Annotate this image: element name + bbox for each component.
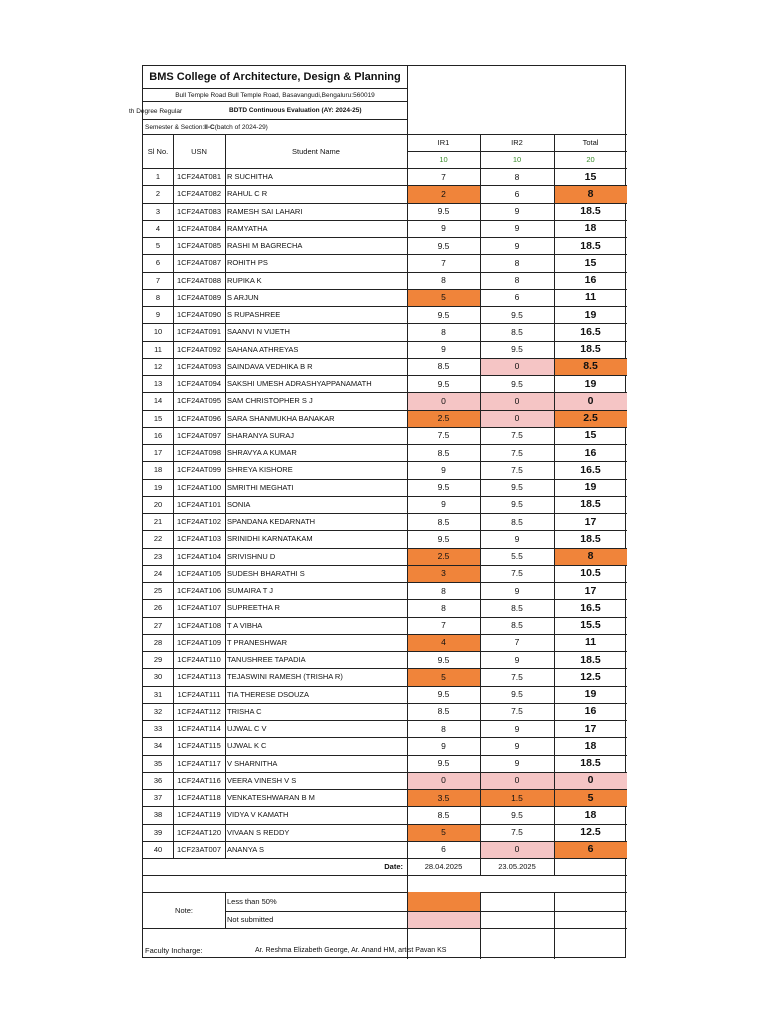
row-total: 19 bbox=[584, 481, 597, 494]
row-student-name: VIVAAN S REDDY bbox=[227, 827, 290, 837]
row-total: 15 bbox=[584, 170, 597, 183]
row-total: 18 bbox=[584, 808, 597, 821]
row-ir2: 7.5 bbox=[511, 671, 523, 682]
row-ir2: 9 bbox=[514, 654, 520, 665]
row-usn: 1CF24AT110 bbox=[177, 655, 221, 665]
row-student-name: TRISHA C bbox=[227, 706, 262, 716]
row-ir2: 0 bbox=[480, 392, 554, 409]
row-ir2: 7.5 bbox=[511, 568, 523, 579]
row-ir1: 8.5 bbox=[437, 516, 450, 527]
row-ir2: 7.5 bbox=[511, 827, 523, 838]
row-sl: 35 bbox=[153, 758, 163, 768]
row-total: 12.5 bbox=[580, 826, 601, 839]
row-student-name: SUPREETHA R bbox=[227, 603, 280, 613]
legend-line bbox=[225, 911, 627, 912]
header-divider bbox=[407, 66, 408, 134]
row-student-name: SHARANYA SURAJ bbox=[227, 430, 294, 440]
row-usn: 1CF24AT102 bbox=[176, 517, 222, 527]
row-sl: 9 bbox=[155, 310, 161, 320]
max-marks-total: 20 bbox=[586, 155, 595, 164]
row-ir2: 0 bbox=[480, 841, 554, 858]
row-sl: 6 bbox=[155, 258, 161, 268]
row-ir2: 0 bbox=[480, 410, 554, 427]
row-sl: 27 bbox=[153, 620, 163, 630]
row-total: 18.5 bbox=[580, 343, 601, 356]
row-ir2: 8 bbox=[514, 257, 520, 268]
faculty-label: Faculty Incharge: bbox=[145, 945, 203, 955]
col-line bbox=[554, 134, 555, 875]
row-ir1: 0 bbox=[407, 772, 480, 789]
row-ir2: 0 bbox=[480, 358, 554, 375]
row-ir1: 9.5 bbox=[437, 654, 450, 665]
col-line bbox=[407, 134, 408, 875]
row-sl: 34 bbox=[153, 741, 163, 751]
row-student-name: ANANYA S bbox=[227, 844, 264, 854]
row-sl: 18 bbox=[153, 465, 163, 475]
row-student-name: RAMYATHA bbox=[227, 223, 268, 233]
row-total: 6 bbox=[554, 841, 627, 858]
row-total: 18.5 bbox=[580, 653, 601, 666]
row-ir2: 8.5 bbox=[511, 602, 523, 613]
row-ir2: 9 bbox=[514, 758, 520, 769]
row-total: 17 bbox=[584, 515, 597, 528]
row-ir1: 3.5 bbox=[407, 789, 480, 806]
row-total: 15 bbox=[584, 256, 597, 269]
row-ir2: 9.5 bbox=[511, 309, 523, 320]
row-sl: 10 bbox=[153, 327, 163, 337]
row-ir2: 7.5 bbox=[511, 706, 523, 717]
row-ir2: 9.5 bbox=[511, 344, 523, 355]
row-usn: 1CF24AT093 bbox=[176, 361, 222, 371]
row-student-name: VENKATESHWARAN B M bbox=[227, 793, 315, 803]
row-usn: 1CF24AT094 bbox=[176, 379, 222, 389]
row-ir1: 9.5 bbox=[437, 758, 450, 769]
row-usn: 1CF24AT109 bbox=[176, 637, 222, 647]
row-sl: 1 bbox=[155, 172, 161, 182]
row-usn: 1CF24AT118 bbox=[177, 793, 221, 803]
row-total: 15.5 bbox=[580, 619, 601, 632]
row-usn: 1CF24AT084 bbox=[176, 223, 222, 233]
row-usn: 1CF24AT090 bbox=[176, 310, 222, 320]
row-sl: 39 bbox=[153, 827, 163, 837]
row-student-name: SONIA bbox=[227, 499, 251, 509]
row-ir2: 9 bbox=[514, 533, 520, 544]
row-student-name: SPANDANA KEDARNATH bbox=[227, 517, 316, 527]
row-total: 15 bbox=[584, 429, 597, 442]
row-sl: 3 bbox=[155, 206, 161, 216]
row-sl: 28 bbox=[153, 637, 163, 647]
batch-label: (batch of 2024-29) bbox=[214, 123, 268, 131]
row-ir1: 9.5 bbox=[437, 378, 450, 389]
row-ir1: 3 bbox=[407, 565, 480, 582]
row-sl: 15 bbox=[153, 413, 163, 423]
row-total: 16.5 bbox=[580, 601, 601, 614]
row-student-name: SAANVI N VIJETH bbox=[227, 327, 290, 337]
row-ir1: 9 bbox=[441, 344, 446, 355]
row-ir1: 2 bbox=[407, 185, 480, 202]
legend-less-than-50: Less than 50% bbox=[227, 897, 277, 906]
row-sl: 5 bbox=[155, 241, 161, 251]
row-usn: 1CF24AT111 bbox=[177, 689, 221, 699]
row-ir2: 0 bbox=[480, 772, 554, 789]
row-sl: 23 bbox=[153, 551, 163, 561]
row-ir1: 7 bbox=[441, 620, 446, 631]
row-student-name: SRIVISHNU D bbox=[227, 551, 276, 561]
row-total: 19 bbox=[584, 377, 597, 390]
row-student-name: SAINDAVA VEDHIKA B R bbox=[227, 361, 313, 371]
row-total: 17 bbox=[584, 584, 597, 597]
row-sl: 40 bbox=[153, 844, 163, 854]
row-usn: 1CF24AT115 bbox=[177, 741, 221, 751]
row-student-name: SHREYA KISHORE bbox=[227, 465, 293, 475]
row-ir1: 8 bbox=[441, 723, 446, 734]
row-ir2: 7 bbox=[514, 637, 520, 648]
row-total: 8.5 bbox=[554, 358, 627, 375]
row-student-name: RASHI M BAGRECHA bbox=[227, 241, 303, 251]
college-address: Bull Temple Road Bull Temple Road, Basavangudi,Bengaluru:560019 bbox=[143, 88, 407, 102]
row-ir2: 7.5 bbox=[511, 430, 523, 441]
row-student-name: RAHUL C R bbox=[227, 189, 268, 199]
row-ir2: 5.5 bbox=[511, 551, 523, 562]
faculty-names: Ar. Reshma Elizabeth George, Ar. Anand HM, artist Pavan KS bbox=[255, 946, 447, 954]
row-student-name: T PRANESHWAR bbox=[227, 637, 288, 647]
row-usn: 1CF24AT095 bbox=[176, 396, 222, 406]
row-sl: 12 bbox=[153, 361, 163, 371]
row-student-name: SAKSHI UMESH ADRASHYAPPANAMATH bbox=[227, 379, 372, 389]
row-total: 16 bbox=[584, 274, 597, 287]
row-ir2: 1.5 bbox=[480, 789, 554, 806]
row-student-name: SUDESH BHARATHI S bbox=[227, 568, 305, 578]
row-student-name: TANUSHREE TAPADIA bbox=[227, 655, 306, 665]
row-ir1: 9 bbox=[441, 223, 446, 234]
row-total: 10.5 bbox=[580, 567, 601, 580]
row-usn: 1CF24AT089 bbox=[176, 292, 222, 302]
row-ir2: 9 bbox=[514, 223, 520, 234]
row-student-name: S ARJUN bbox=[227, 292, 259, 302]
semester-label: Semester & Section: bbox=[145, 123, 205, 131]
row-ir2: 9 bbox=[514, 240, 520, 251]
row-usn: 1CF24AT119 bbox=[177, 810, 221, 820]
row-sl: 33 bbox=[153, 724, 163, 734]
row-total: 16 bbox=[584, 705, 597, 718]
row-usn: 1CF24AT112 bbox=[177, 706, 221, 716]
col-header-ir2: IR2 bbox=[511, 138, 523, 147]
row-sl: 37 bbox=[153, 793, 163, 803]
row-ir1: 7 bbox=[441, 171, 446, 182]
max-marks-ir2: 10 bbox=[512, 155, 522, 164]
note-label: Note: bbox=[175, 905, 193, 915]
row-ir2: 7.5 bbox=[511, 464, 523, 475]
row-student-name: VEERA VINESH V S bbox=[227, 775, 297, 785]
col-header-usn: USN bbox=[191, 146, 207, 156]
row-ir2: 9 bbox=[514, 740, 520, 751]
row-sl: 13 bbox=[153, 379, 163, 389]
row-sl: 14 bbox=[153, 396, 163, 406]
row-ir1: 8 bbox=[441, 602, 446, 613]
row-ir2: 9 bbox=[514, 723, 520, 734]
row-student-name: SMRITHI MEGHATI bbox=[227, 482, 294, 492]
row-student-name: UJWAL C V bbox=[227, 724, 267, 734]
row-ir2: 8 bbox=[514, 275, 520, 286]
semester-value: II-C bbox=[204, 123, 215, 131]
row-sl: 11 bbox=[154, 344, 162, 354]
row-total: 18 bbox=[584, 739, 597, 752]
row-usn: 1CF24AT106 bbox=[176, 586, 222, 596]
row-ir2: 9.5 bbox=[511, 482, 523, 493]
row-usn: 1CF24AT087 bbox=[176, 258, 222, 268]
row-student-name: SRINIDHI KARNATAKAM bbox=[227, 534, 313, 544]
row-total: 2.5 bbox=[554, 410, 627, 427]
row-usn: 1CF24AT097 bbox=[176, 430, 222, 440]
row-sl: 16 bbox=[153, 430, 163, 440]
row-usn: 1CF24AT101 bbox=[176, 499, 222, 509]
col-header-sl: Sl No. bbox=[147, 146, 169, 156]
degree-label: th Degree Regular bbox=[143, 101, 225, 120]
col-header-name: Student Name bbox=[292, 146, 340, 156]
row-usn: 1CF24AT116 bbox=[177, 775, 221, 785]
row-ir1: 4 bbox=[407, 634, 480, 651]
row-usn: 1CF24AT096 bbox=[176, 413, 222, 423]
row-ir2: 9.5 bbox=[511, 378, 523, 389]
col-line bbox=[173, 134, 174, 858]
row-sl: 19 bbox=[153, 482, 163, 492]
max-row-line bbox=[407, 151, 627, 152]
legend-swatch-orange bbox=[407, 892, 480, 911]
row-ir1: 0 bbox=[407, 392, 480, 409]
row-total: 19 bbox=[584, 308, 597, 321]
col-header-total: Total bbox=[582, 138, 599, 147]
col-line bbox=[480, 134, 481, 875]
row-sl: 30 bbox=[153, 672, 163, 682]
legend-swatch-pink bbox=[407, 911, 480, 928]
row-ir1: 9.5 bbox=[437, 309, 450, 320]
row-ir2: 9.5 bbox=[511, 499, 523, 510]
row-total: 0 bbox=[554, 772, 627, 789]
row-student-name: VIDYA V KAMATH bbox=[227, 810, 289, 820]
row-ir1: 2.5 bbox=[407, 410, 480, 427]
row-ir2: 6 bbox=[514, 188, 520, 199]
evaluation-sheet bbox=[129, 65, 626, 958]
row-usn: 1CF24AT113 bbox=[177, 672, 221, 682]
row-usn: 1CF24AT114 bbox=[177, 724, 221, 734]
row-usn: 1CF24AT108 bbox=[176, 620, 222, 630]
col-line bbox=[225, 134, 226, 858]
legend-not-submitted: Not submitted bbox=[227, 915, 274, 924]
row-usn: 1CF24AT104 bbox=[176, 551, 222, 561]
row-ir1: 9.5 bbox=[437, 482, 450, 493]
row-ir2: 7.5 bbox=[511, 447, 523, 458]
row-total: 11 bbox=[584, 636, 597, 649]
row-ir1: 8 bbox=[441, 275, 446, 286]
row-ir1: 8 bbox=[441, 326, 446, 337]
row-ir1: 2.5 bbox=[407, 548, 480, 565]
row-usn: 1CF24AT100 bbox=[176, 482, 222, 492]
row-usn: 1CF24AT088 bbox=[176, 275, 222, 285]
row-usn: 1CF24AT098 bbox=[176, 448, 222, 458]
row-student-name: TIA THERESE DSOUZA bbox=[227, 689, 309, 699]
row-usn: 1CF24AT105 bbox=[176, 568, 222, 578]
row-sl: 7 bbox=[155, 275, 161, 285]
row-ir2: 8.5 bbox=[511, 326, 523, 337]
col-line bbox=[225, 892, 226, 928]
row-ir2: 9 bbox=[514, 585, 520, 596]
row-ir1: 9.5 bbox=[437, 240, 450, 251]
max-marks-ir1: 10 bbox=[439, 155, 448, 164]
row-sl: 4 bbox=[155, 223, 161, 233]
row-ir1: 5 bbox=[407, 824, 480, 841]
row-usn: 1CF24AT085 bbox=[176, 241, 222, 251]
row-sl: 38 bbox=[153, 810, 163, 820]
row-student-name: RUPIKA K bbox=[227, 275, 262, 285]
row-ir1: 9 bbox=[441, 464, 446, 475]
row-usn: 1CF24AT099 bbox=[176, 465, 222, 475]
row-ir1: 9.5 bbox=[437, 206, 450, 217]
row-ir2: 9.5 bbox=[511, 689, 523, 700]
row-usn: 1CF24AT092 bbox=[176, 344, 222, 354]
row-total: 19 bbox=[584, 688, 597, 701]
row-ir1: 8.5 bbox=[437, 447, 450, 458]
row-student-name: V SHARNITHA bbox=[227, 758, 278, 768]
row-usn: 1CF24AT091 bbox=[176, 327, 222, 337]
row-sl: 26 bbox=[153, 603, 163, 613]
row-sl: 29 bbox=[153, 655, 163, 665]
row-student-name: R SUCHITHA bbox=[227, 172, 273, 182]
row-ir1: 8.5 bbox=[437, 706, 450, 717]
row-usn: 1CF24AT117 bbox=[177, 758, 221, 768]
row-usn: 1CF24AT120 bbox=[176, 827, 222, 837]
row-student-name: SHRAVYA A KUMAR bbox=[227, 448, 297, 458]
row-total: 16 bbox=[584, 446, 597, 459]
row-student-name: SARA SHANMUKHA BANAKAR bbox=[227, 413, 335, 423]
row-ir1: 7.5 bbox=[437, 430, 450, 441]
row-sl: 2 bbox=[155, 189, 161, 199]
row-ir1: 9.5 bbox=[437, 533, 450, 544]
row-total: 12.5 bbox=[580, 670, 601, 683]
row-total: 18.5 bbox=[580, 498, 601, 511]
row-sl: 25 bbox=[153, 586, 163, 596]
row-ir2: 8.5 bbox=[511, 516, 523, 527]
row-usn: 1CF24AT107 bbox=[176, 603, 222, 613]
row-total: 16.5 bbox=[580, 463, 601, 476]
row-student-name: S RUPASHREE bbox=[227, 310, 281, 320]
row-ir1: 7 bbox=[441, 257, 446, 268]
row-ir1: 9 bbox=[441, 499, 446, 510]
row-total: 18 bbox=[584, 222, 597, 235]
semester-section bbox=[143, 119, 407, 134]
row-sl: 17 bbox=[153, 448, 163, 458]
row-sl: 24 bbox=[153, 568, 163, 578]
row-usn: 1CF23AT007 bbox=[176, 844, 222, 854]
col-header-ir1: IR1 bbox=[437, 138, 450, 147]
row-ir1: 5 bbox=[407, 668, 480, 685]
row-student-name: T A VIBHA bbox=[227, 620, 263, 630]
row-ir1: 8.5 bbox=[437, 809, 450, 820]
row-total: 18.5 bbox=[580, 757, 601, 770]
col-line bbox=[554, 892, 555, 959]
row-ir2: 6 bbox=[514, 292, 520, 303]
row-student-name: SAHANA ATHREYAS bbox=[227, 344, 299, 354]
row-total: 18.5 bbox=[580, 239, 601, 252]
row-total: 17 bbox=[584, 722, 597, 735]
date-ir2: 23.05.2025 bbox=[498, 862, 536, 871]
row-usn: 1CF24AT083 bbox=[176, 206, 222, 216]
row-sl: 31 bbox=[153, 689, 163, 699]
row-ir2: 9 bbox=[514, 206, 520, 217]
row-total: 8 bbox=[554, 548, 627, 565]
college-name: BMS College of Architecture, Design & Planning bbox=[149, 71, 401, 83]
row-sl: 36 bbox=[153, 775, 163, 785]
row-ir1: 9 bbox=[441, 740, 446, 751]
row-ir2: 9.5 bbox=[511, 809, 523, 820]
row-sl: 21 bbox=[153, 517, 163, 527]
row-ir1: 8 bbox=[441, 585, 446, 596]
row-student-name: UJWAL K C bbox=[227, 741, 267, 751]
row-ir1: 5 bbox=[407, 289, 480, 306]
row-student-name: SAM CHRISTOPHER S J bbox=[227, 396, 313, 406]
row-total: 11 bbox=[584, 291, 597, 304]
row-sl: 8 bbox=[155, 292, 161, 302]
row-usn: 1CF24AT103 bbox=[176, 534, 222, 544]
row-sl: 20 bbox=[153, 499, 163, 509]
row-total: 18.5 bbox=[580, 205, 601, 218]
row-total: 16.5 bbox=[580, 325, 601, 338]
row-total: 18.5 bbox=[580, 532, 601, 545]
row-usn: 1CF24AT081 bbox=[176, 172, 222, 182]
row-student-name: SUMAIRA T J bbox=[227, 586, 273, 596]
row-total: 8 bbox=[554, 185, 627, 202]
date-ir1: 28.04.2025 bbox=[424, 862, 463, 871]
row-ir2: 8.5 bbox=[511, 620, 523, 631]
row-ir1: 8.5 bbox=[437, 361, 450, 372]
row-sl: 32 bbox=[153, 706, 163, 716]
row-student-name: RAMESH SAI LAHARI bbox=[227, 206, 303, 216]
row-ir2: 8 bbox=[514, 171, 520, 182]
date-row-line bbox=[143, 875, 627, 876]
row-student-name: TEJASWINI RAMESH (TRISHA R) bbox=[227, 672, 343, 682]
row-sl: 22 bbox=[153, 534, 163, 544]
row-ir1: 6 bbox=[441, 844, 446, 855]
row-usn: 1CF24AT082 bbox=[176, 189, 222, 199]
row-ir1: 9.5 bbox=[437, 689, 450, 700]
evaluation-title: BDTD Continuous Evaluation (AY: 2024-25) bbox=[225, 101, 407, 119]
row-total: 5 bbox=[554, 789, 627, 806]
date-label: Date: bbox=[384, 862, 403, 871]
row-total: 0 bbox=[554, 392, 627, 409]
col-line bbox=[407, 875, 408, 892]
row-student-name: ROHITH PS bbox=[227, 258, 268, 268]
